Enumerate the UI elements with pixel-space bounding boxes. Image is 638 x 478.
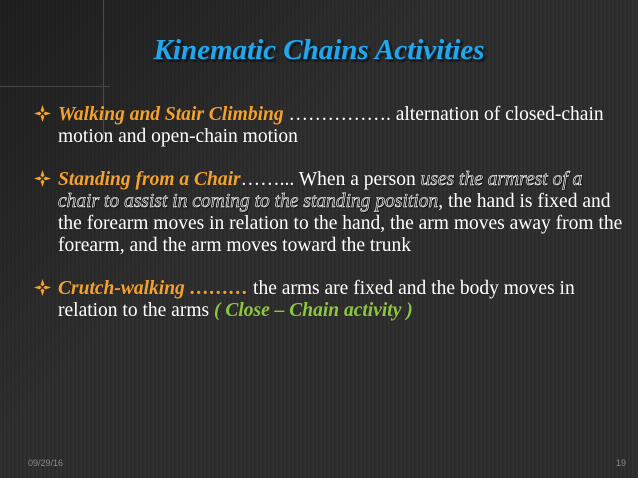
horizontal-divider (0, 86, 110, 87)
bullet-dots: ……... (240, 169, 295, 190)
bullet-item-walking (34, 104, 624, 148)
bullet-text: alternation of closed-chain motion and open-chain motion (58, 104, 604, 147)
bullet-text-after: , the hand is fixed and the forearm moves in relation to the hand, the arm moves away from the forearm, and the arm moves toward the trunk (58, 191, 623, 256)
bullet-text: the arms are fixed and the body moves in relation to the arms (58, 278, 575, 321)
bullet-diamond-icon (34, 279, 51, 296)
bullet-text-before: When a person (294, 169, 421, 190)
bullet-diamond-icon (34, 105, 51, 122)
bullet-dots: ……………. (283, 104, 391, 125)
slide-title: Kinematic Chains Activities (153, 34, 485, 66)
bullet-diamond-icon (34, 170, 51, 187)
slide-number: 19 (615, 458, 626, 468)
footer-date: 09/29/16 (28, 458, 64, 468)
bullet-item-standing (34, 169, 624, 257)
bullet-note: ( Close – Chain activity ) (213, 300, 413, 321)
bullet-term: Crutch-walking (58, 278, 185, 299)
bullet-list (34, 104, 624, 343)
bullet-item-crutch (34, 278, 624, 322)
bullet-dots: ……… (184, 278, 249, 299)
bullet-emphasis: uses the armrest of a chair to assist in coming to the standing position (58, 169, 583, 212)
bullet-term: Standing from a Chair (58, 169, 241, 190)
bullet-term: Walking and Stair Climbing (58, 104, 284, 125)
